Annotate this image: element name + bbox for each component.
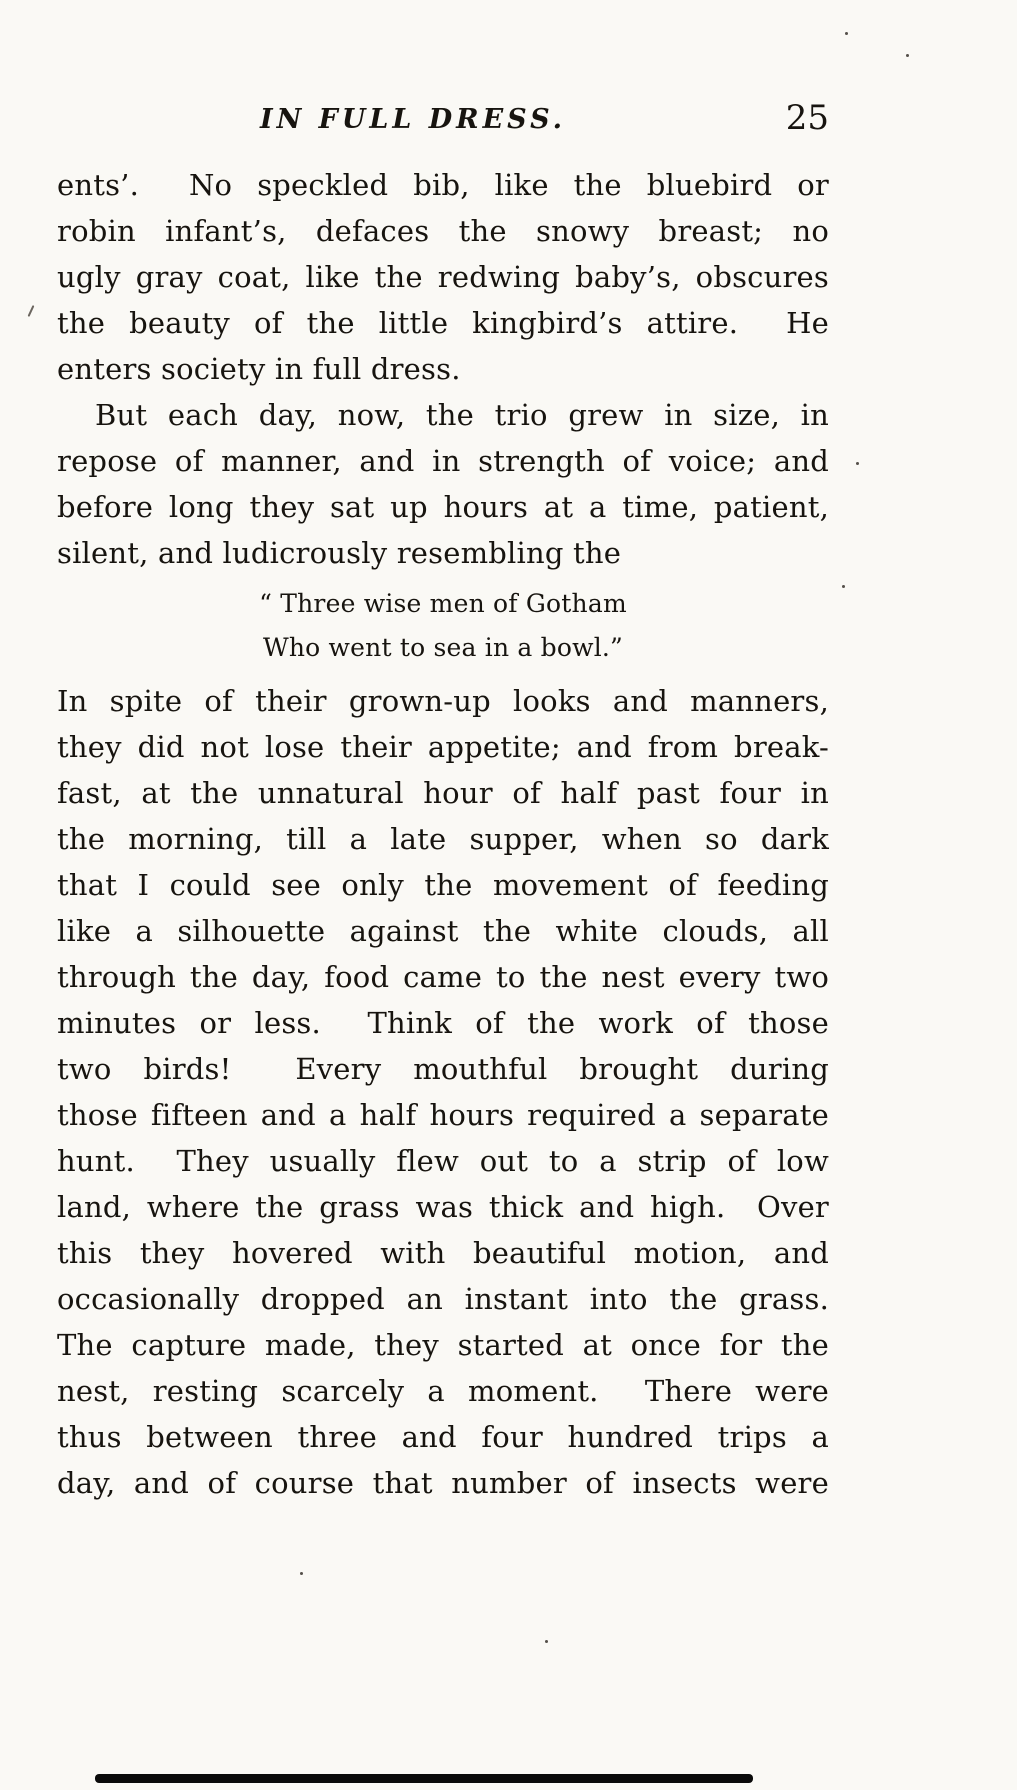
running-title: IN FULL DRESS. [259,104,567,135]
text-line: But each day, now, the trio grew in size, in [95,398,829,432]
page-header [57,98,829,160]
quote-line: Who went to sea in a bowl.” [262,633,624,662]
text-line: the beauty of the little kingbird’s attire. He [57,306,829,340]
scan-speck [545,1640,548,1643]
text-line: land, where the grass was thick and high. Over [57,1190,829,1224]
scan-speck [856,462,859,465]
text-line: two birds! Every mouthful brought during [57,1052,829,1086]
scan-speck [842,585,845,588]
paragraph [57,392,829,576]
scan-slash-mark [28,305,35,317]
paragraph [57,678,829,1506]
quote-line: “ Three wise men of Gotham [259,589,627,618]
text-line: repose of manner, and in strength of voice; and [57,444,829,478]
text-line: silent, and ludicrously resembling the [57,536,622,570]
text-line: they did not lose their appetite; and from break- [57,730,829,764]
paragraph [57,162,829,392]
scan-speck [300,1572,303,1575]
text-line: that I could see only the movement of feeding [57,868,829,902]
text-line: ents’. No speckled bib, like the bluebird or [57,168,829,202]
verse-quote [57,582,829,670]
text-line: before long they sat up hours at a time, patient, [57,490,829,524]
text-line: ugly gray coat, like the redwing baby’s, obscures [57,260,829,294]
text-line: occasionally dropped an instant into the grass. [57,1282,829,1316]
text-line: minutes or less. Think of the work of those [57,1006,829,1040]
text-line: this they hovered with beautiful motion, and [57,1236,829,1270]
scan-speck [906,54,909,57]
text-line: nest, resting scarcely a moment. There were [57,1374,829,1408]
text-line: In spite of their grown-up looks and manners, [57,684,829,718]
text-line: like a silhouette against the white clouds, all [57,914,829,948]
scan-speck [845,32,848,35]
text-line: The capture made, they started at once for the [57,1328,829,1362]
text-line: the morning, till a late supper, when so dark [57,822,829,856]
text-line: hunt. They usually flew out to a strip of low [57,1144,829,1178]
page-number: 25 [785,98,829,138]
text-line: through the day, food came to the nest every two [57,960,829,994]
scan-artifact-bar [95,1774,753,1783]
text-line: fast, at the unnatural hour of half past four in [57,776,829,810]
text-block [57,98,829,1506]
text-line: those fifteen and a half hours required a separate [57,1098,829,1132]
body-text [57,162,829,1506]
text-line: thus between three and four hundred trips a [57,1420,829,1454]
text-line: robin infant’s, defaces the snowy breast; no [57,214,829,248]
text-line: enters society in full dress. [57,352,461,386]
text-line: day, and of course that number of insects were [57,1466,829,1500]
